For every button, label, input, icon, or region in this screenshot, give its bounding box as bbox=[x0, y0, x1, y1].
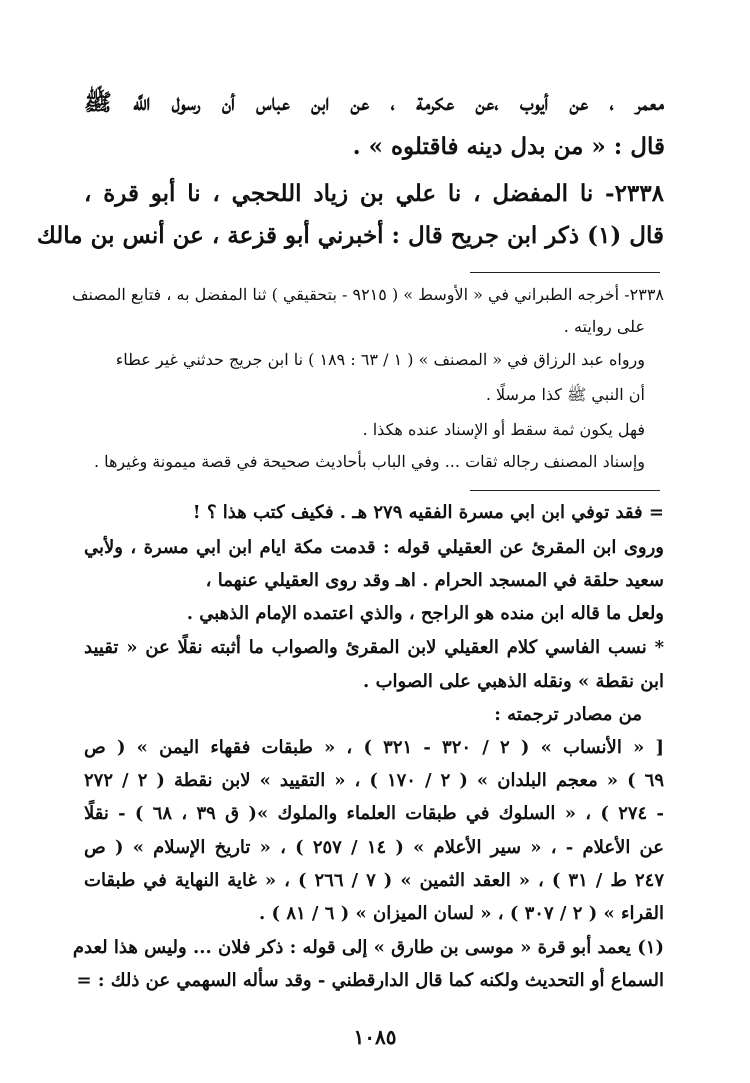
takhrij-line-4: أن النبي ﷺ كذا مرسلًا . bbox=[485, 385, 645, 404]
takhrij-line-5: فهل يكون ثمة سقط أو الإسناد عنده هكذا . bbox=[362, 420, 645, 439]
main-text-line-1: معمر ، عن أيوب ،عن عكرمة ، عن ابن عباس أن رسول اللَّه ﷺ bbox=[84, 89, 664, 116]
notes-line-13: القراء » ( ٢ / ٣٠٧ ) ، « لسان الميزان » ( ٦ / ٨١ ) . bbox=[258, 903, 664, 924]
notes-line-3: سعيد حلقة في المسجد الحرام . اهـ وقد روى العقيلي عنهما ، bbox=[205, 570, 664, 591]
main-text-line-3: ٢٣٣٨- نا المفضل ، نا علي بن زياد اللحجي ، نا أبو قرة ، bbox=[84, 180, 664, 207]
main-text-line-2: قال : « من بدل دينه فاقتلوه » . bbox=[352, 133, 665, 160]
notes-line-7: من مصادر ترجمته : bbox=[494, 704, 642, 725]
notes-separator bbox=[470, 490, 660, 491]
notes-line-8: [ « الأنساب » ( ٢ / ٣٢٠ - ٣٢١ ) ، « طبقات فقهاء اليمن » ( ص bbox=[84, 737, 664, 758]
notes-line-1: = فقد توفي ابن ابي مسرة الفقيه ٢٧٩ هـ . فكيف كتب هذا ؟ ! bbox=[192, 502, 664, 523]
notes-line-2: وروى ابن المقرئ عن العقيلي قوله : قدمت مكة ايام ابن ابي مسرة ، ولأبي bbox=[84, 537, 664, 558]
notes-line-5: * نسب الفاسي كلام العقيلي لابن المقرئ والصواب ما أثبته نقلًا عن « تقييد bbox=[84, 637, 664, 658]
notes-line-11: عن الأعلام - ، « سير الأعلام » ( ١٤ / ٢٥٧ ) ، « تاريخ الإسلام » ( ص bbox=[84, 837, 664, 858]
notes-line-10: - ٢٧٤ ) ، « السلوك في طبقات العلماء والملوك »( ق ٣٩ ، ٦٨ ) - نقلًا bbox=[84, 803, 664, 824]
page-number: ١٠٨٥ bbox=[353, 1025, 397, 1049]
main-text-line-4: قال (١) ذكر ابن جريح قال : أخبرني أبو قزعة ، عن أنس بن مالك bbox=[36, 222, 664, 249]
notes-line-12: ٢٤٧ ط / ٣١ ) ، « العقد الثمين » ( ٧ / ٢٦٦ ) ، « غاية النهاية في طبقات bbox=[84, 870, 665, 891]
takhrij-line-6: وإسناد المصنف رجاله ثقات ... وفي الباب بأحاديث صحيحة في قصة ميمونة وغيرها . bbox=[93, 452, 645, 471]
takhrij-line-2: على روايته . bbox=[563, 317, 645, 336]
takhrij-line-3: ورواه عبد الرزاق في « المصنف » ( ١ / ٦٣ : ١٨٩ ) نا ابن جريج حدثني غير عطاء bbox=[115, 350, 645, 369]
notes-line-14: (١) يعمد أبو قرة « موسى بن طارق » إلى قوله : ذكر فلان ... وليس هذا لعدم bbox=[72, 937, 664, 958]
notes-line-6: ابن نقطة » ونقله الذهبي على الصواب . bbox=[363, 671, 664, 692]
takhrij-line-1: ٢٣٣٨- أخرجه الطبراني في « الأوسط » ( ٩٢١٥ - بتحقيقي ) ثنا المفضل به ، فتابع المصنف bbox=[71, 285, 664, 304]
notes-line-9: ٦٩ ) « معجم البلدان » ( ٢ / ١٧٠ ) ، « التقييد » لابن نقطة ( ٢ / ٢٧٢ bbox=[84, 770, 664, 791]
notes-line-4: ولعل ما قاله ابن منده هو الراجح ، والذي اعتمده الإمام الذهبي . bbox=[186, 603, 664, 624]
footnote-separator bbox=[470, 272, 660, 273]
notes-line-15: السماع أو التحديث ولكنه كما قال الدارقطني - وقد سأله السهمي عن ذلك : = bbox=[76, 970, 664, 991]
